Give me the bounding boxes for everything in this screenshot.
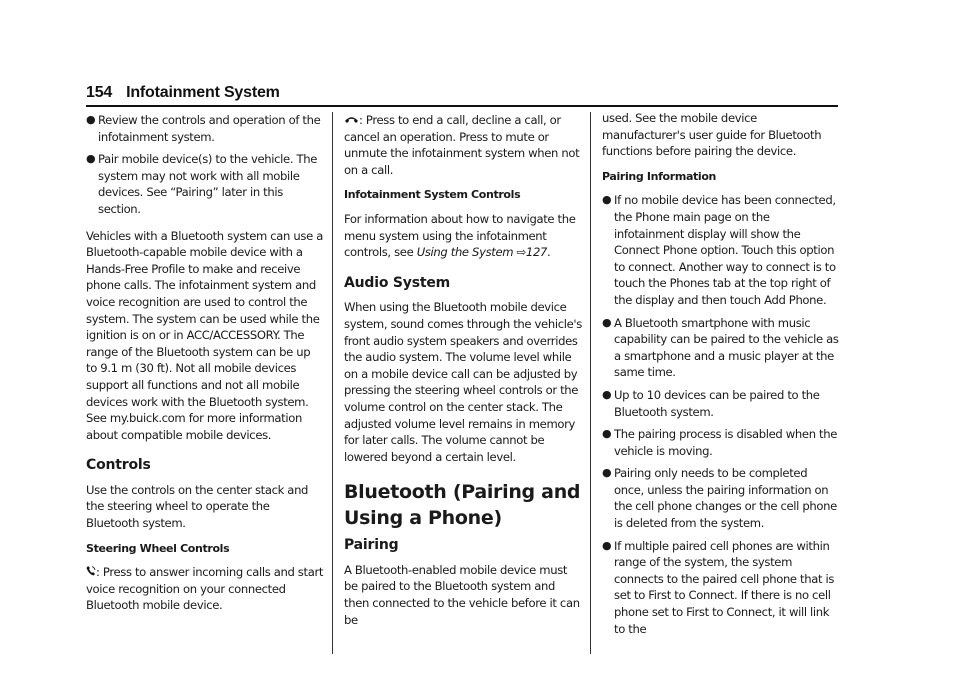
paragraph: : Press to end a call, decline a call, or cancel an operation. Press to mute or unmute the infotainment system when not on a call. — [344, 113, 580, 177]
bullet-icon: ● — [86, 152, 96, 166]
list-item: ● Pair mobile device(s) to the vehicle. The system may not work with all mobile devices. See “Pairing” later in this section. — [86, 152, 318, 216]
bullet-icon: ● — [86, 113, 96, 126]
heading-bluetooth: Bluetooth (Pairing and Using a Phone) — [344, 481, 581, 530]
page-reference[interactable]: 127 — [525, 245, 548, 260]
end-call-icon — [344, 113, 359, 127]
list-item: ● If no mobile device has been connected, the Phone main page on the infotainment display will show the Connect Phone option. Touch this option to connect. Another way to connect is to touch the Phones tab at the top right of the display and then touch Add Phone. — [602, 193, 836, 307]
paragraph: A Bluetooth-enabled mobile device must be paired to the Bluetooth system and then connected to the vehicle before it can be — [344, 562, 580, 627]
bullet-icon: ● — [602, 193, 612, 207]
paragraph: : Press to answer incoming calls and start voice recognition on your connected Bluetooth mobile device. — [86, 565, 324, 613]
paragraph: Vehicles with a Bluetooth system can use a Bluetooth-capable mobile device with a Hands-Free Profile to make and receive phone calls. The infotainment system and voice recognition are used to control the system. The system can be used while the ignition is on or in ACC/ACCESSORY. The range of the Bluetooth system can be up to 9.1 m (30 ft). Not all mobile devices support all functions and not all mobile devices work with the Bluetooth system. See my.buick.com for more information about compatible mobile devices. — [86, 228, 323, 442]
arrow-icon: ⇨ — [516, 245, 526, 260]
header-title — [86, 84, 838, 102]
list-item: ● The pairing process is disabled when the vehicle is moving. — [602, 427, 838, 458]
heading-controls: Controls — [86, 457, 151, 474]
page-header — [86, 84, 838, 102]
list-item: ● Review the controls and operation of the infotainment system. — [86, 113, 321, 144]
paragraph: For information about how to navigate the menu system using the infotainment controls, see Using the System ⇨127. — [344, 211, 576, 260]
page-number: 154 — [86, 84, 113, 101]
list-item: ● Up to 10 devices can be paired to the Bluetooth system. — [602, 387, 820, 419]
list-item: ● Pairing only needs to be completed once, unless the pairing information on the cell phone changes or the cell phone is deleted from the system. — [602, 466, 837, 531]
bullet-icon: ● — [602, 427, 612, 441]
bullet-icon: ● — [602, 315, 612, 329]
column-3 — [602, 110, 840, 643]
paragraph: Use the controls on the center stack and the steering wheel to operate the Bluetooth system. — [86, 482, 309, 531]
bullet-icon: ● — [602, 538, 612, 552]
heading-pairing-information: Pairing Information — [602, 169, 717, 183]
cross-reference-link[interactable]: Using the System — [416, 245, 514, 260]
paragraph: When using the Bluetooth mobile device system, sound comes through the vehicle's front audio system speakers and overrides the audio system. The volume level while on a mobile device call can be adjusted by pressing the steering wheel controls or the volume control on the center stack. The adjusted volume level remains in memory for later calls. The volume cannot be lowered beyond a certain level. — [344, 300, 582, 464]
column-divider — [332, 112, 333, 654]
column-1 — [86, 112, 324, 623]
section-title: Infotainment System — [126, 84, 280, 101]
bullet-icon: ● — [602, 466, 612, 480]
column-divider — [590, 112, 591, 654]
phone-call-icon — [86, 565, 96, 579]
heading-infotainment-controls: Infotainment System Controls — [344, 188, 521, 202]
header-rule — [86, 105, 838, 107]
bullet-icon: ● — [602, 387, 612, 401]
paragraph: used. See the mobile device manufacturer's user guide for Bluetooth functions before pairing the device. — [602, 111, 822, 159]
column-2 — [344, 112, 582, 637]
list-item: ● If multiple paired cell phones are within range of the system, the system connects to the paired cell phone that is set to First to Connect. If there is no cell phone set to First to Connect, it will link to the — [602, 538, 835, 636]
list-item: ● A Bluetooth smartphone with music capability can be paired to the vehicle as a smartphone and a music player at the same time. — [602, 315, 839, 380]
heading-pairing: Pairing — [344, 537, 399, 554]
heading-audio-system: Audio System — [344, 274, 451, 291]
heading-steering-wheel-controls: Steering Wheel Controls — [86, 541, 230, 555]
